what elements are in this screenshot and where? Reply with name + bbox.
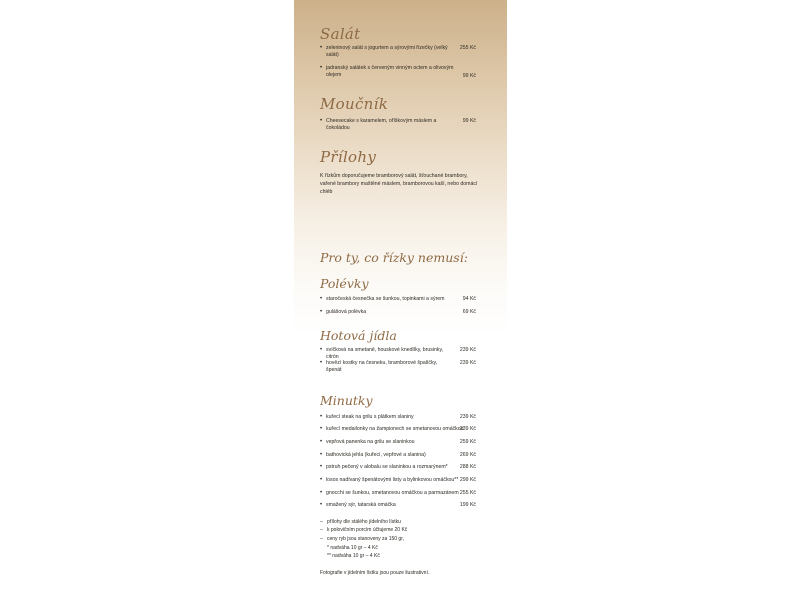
section-title-hotova-jidla: Hotová jídla <box>320 328 397 343</box>
menu-item <box>320 65 476 83</box>
section-title-moucnik: Moučník <box>320 95 389 113</box>
bullet-icon: • <box>320 45 323 51</box>
menu-item-name: jadranský salátek s červeným vinným octem a olivovým olejem <box>326 65 454 78</box>
menu-item-name: gulášová polévka <box>326 309 367 315</box>
menu-item <box>320 45 476 63</box>
menu-item-price: 299 Kč <box>459 477 476 483</box>
menu-item-name: zeleninový salát s jogurtem a sýrovými řízečky (velký salát) <box>326 45 448 58</box>
dash-icon: – <box>320 519 323 525</box>
menu-item <box>320 464 476 477</box>
menu-item-price: 99 Kč <box>462 73 476 79</box>
menu-item <box>320 502 476 515</box>
bullet-icon: • <box>320 118 323 124</box>
menu-item-name: smažený sýr, tatarská omáčka <box>326 502 396 508</box>
bullet-icon: • <box>320 347 323 353</box>
menu-item-name: vepřová panenka na grilu se slaninkou <box>326 439 415 445</box>
section-title-minutky: Minutky <box>320 393 373 408</box>
menu-item-price: 269 Kč <box>459 452 476 458</box>
menu-item-name: hovězí kostky na česneku, bramborové špalíčky, špenát <box>326 360 438 373</box>
menu-page <box>294 0 507 600</box>
note-line <box>320 518 401 526</box>
menu-item-price: 69 Kč <box>462 309 476 315</box>
bullet-icon: • <box>320 309 323 315</box>
tagline: Pro ty, co řízky nemusí: <box>320 250 468 265</box>
menu-item-price: 199 Kč <box>459 502 476 508</box>
bullet-icon: • <box>320 439 323 445</box>
menu-item <box>320 347 476 360</box>
menu-item <box>320 118 476 131</box>
bullet-icon: • <box>320 414 323 420</box>
note-line <box>320 535 404 543</box>
bullet-icon: • <box>320 477 323 483</box>
menu-item-price: 94 Kč <box>462 296 476 302</box>
menu-item-name: bathovická jehla (kuřecí, vepřové a slanina) <box>326 452 426 458</box>
note-subline: ** nadváha 10 gr – 4 Kč <box>327 553 380 559</box>
menu-item <box>320 309 476 322</box>
bullet-icon: • <box>320 65 323 71</box>
menu-item <box>320 477 476 490</box>
menu-item-price: 239 Kč <box>459 426 476 432</box>
note-text: k polovičním porcím účtujeme 20 Kč <box>327 527 408 533</box>
footer-note: Fotografie v jídelním lístku jsou pouze ilustrativní. <box>320 570 430 576</box>
menu-item-price: 99 Kč <box>462 118 476 124</box>
menu-item <box>320 296 476 309</box>
bullet-icon: • <box>320 502 323 508</box>
menu-item-price: 259 Kč <box>459 439 476 445</box>
menu-item-price: 288 Kč <box>459 464 476 470</box>
note-subline: * nadváha 10 gr – 4 Kč <box>327 545 378 551</box>
bullet-icon: • <box>320 426 323 432</box>
menu-item-name: Cheesecake s karamelem, oříškovým máslem a čokoládou <box>326 118 437 131</box>
bullet-icon: • <box>320 452 323 458</box>
menu-item-name: kuřecí medailonky na žampionech se smetanovou omáčkou <box>326 426 464 432</box>
section-title-salat: Salát <box>320 25 361 43</box>
bullet-icon: • <box>320 360 323 366</box>
menu-item-name: losos nadívaný špenátovými listy a bylinkovou omáčkou** <box>326 477 459 483</box>
menu-item-name: pstruh pečený v alobalu se slaninkou a rozmarýnem* <box>326 464 448 470</box>
menu-item <box>320 439 476 452</box>
dash-icon: – <box>320 536 323 542</box>
menu-item-price: 239 Kč <box>459 347 476 353</box>
section-title-prilohy: Přílohy <box>320 148 377 166</box>
bullet-icon: • <box>320 464 323 470</box>
bullet-icon: • <box>320 490 323 496</box>
menu-item-name: kuřecí steak na grilu s plátkem slaniny <box>326 414 414 420</box>
menu-item-price: 239 Kč <box>459 360 476 366</box>
menu-item-name: staročeská česnečka se šunkou, topinkami a sýrem <box>326 296 445 302</box>
dash-icon: – <box>320 527 323 533</box>
note-text: přílohy dle stálého jídelního lístku <box>327 519 401 525</box>
menu-item <box>320 426 476 439</box>
bullet-icon: • <box>320 296 323 302</box>
menu-item-name: svíčková na smetaně, houskové knedlíky, brusinky, citrón <box>326 347 444 360</box>
prilohy-text: K řízkům doporučujeme bramborový salát, šťouchané brambory, vařené brambory maštěné máslem, bramborovou kaší, nebo domácí chléb <box>320 173 478 195</box>
menu-item-price: 255 Kč <box>459 45 476 51</box>
menu-item <box>320 360 476 373</box>
menu-item-price: 239 Kč <box>459 414 476 420</box>
note-line <box>320 526 407 534</box>
menu-item-price: 255 Kč <box>459 490 476 496</box>
section-title-polevky: Polévky <box>320 276 369 291</box>
note-text: ceny ryb jsou stanoveny za 150 gr, <box>327 536 404 542</box>
menu-item-name: gnocchi se šunkou, smetanovou omáčkou a parmazánem <box>326 490 459 496</box>
